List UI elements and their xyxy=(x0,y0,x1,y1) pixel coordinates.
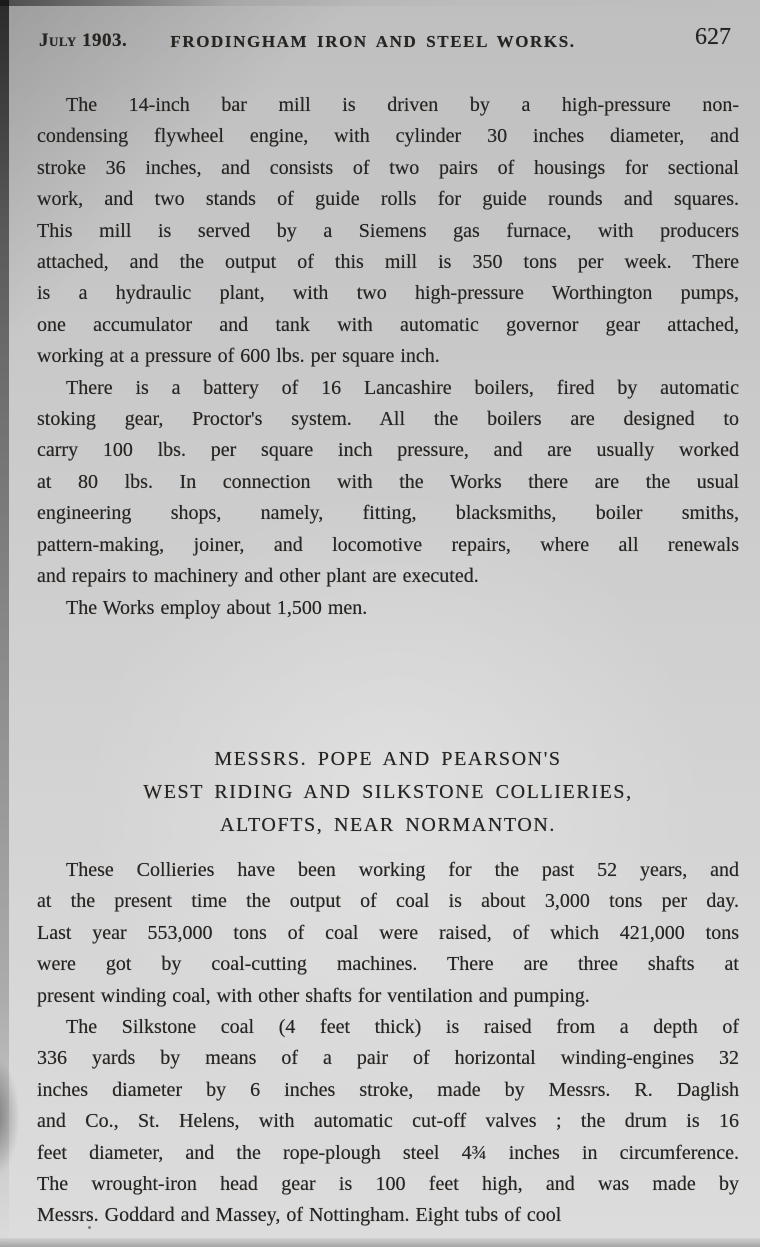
text-line: The 14-inch bar mill is driven by a high-pressure non- xyxy=(66,94,739,116)
page-content xyxy=(37,0,739,1232)
text-line: inches diameter by 6 inches stroke, made by Messrs. R. Daglish xyxy=(37,1078,739,1101)
text-line: carry 100 lbs. per square inch pressure, and are usually worked xyxy=(37,439,739,462)
paragraph xyxy=(37,593,739,624)
text-line: is a hydraulic plant, with two high-pressure Worthington pumps, xyxy=(37,282,739,305)
text-line: stoking gear, Proctor's system. All the boilers are designed to xyxy=(37,408,739,431)
text-line: 336 yards by means of a pair of horizontal winding-engines 32 xyxy=(37,1047,739,1070)
header-title: FRODINGHAM IRON AND STEEL WORKS. xyxy=(170,32,576,51)
text-line: condensing flywheel engine, with cylinder 30 inches diameter, and xyxy=(37,125,739,148)
paragraph xyxy=(37,1012,739,1232)
paragraph-group-bottom xyxy=(37,855,739,1232)
section-heading xyxy=(37,743,739,842)
heading-line: MESSRS. POPE AND PEARSON'S xyxy=(214,747,562,770)
text-line: The Works employ about 1,500 men. xyxy=(66,596,368,619)
running-header xyxy=(37,0,739,62)
header-date: July 1903. xyxy=(39,30,128,51)
text-line: There is a battery of 16 Lancashire boilers, fired by automatic xyxy=(66,376,739,399)
text-line: at the present time the output of coal is about 3,000 tons per day. xyxy=(37,890,739,913)
text-line: working at a pressure of 600 lbs. per square inch. xyxy=(37,345,440,368)
text-line: one accumulator and tank with automatic governor gear attached, xyxy=(37,313,739,336)
paragraph xyxy=(37,373,739,593)
text-line: stroke 36 inches, and consists of two pairs of housings for sectional xyxy=(37,156,739,179)
text-line: This mill is served by a Siemens gas furnace, with producers xyxy=(37,219,739,242)
scan-corner-smudge xyxy=(0,1057,20,1177)
text-line: The wrought-iron head gear is 100 feet high, and was made by xyxy=(37,1172,739,1195)
text-line: were got by coal-cutting machines. There are three shafts at xyxy=(37,953,739,976)
text-line: feet diameter, and the rope-plough steel 4¾ inches in circumference. xyxy=(37,1141,739,1164)
text-line: pattern-making, joiner, and locomotive repairs, where all renewals xyxy=(37,533,739,556)
text-line: Messrs. Goddard and Massey, of Nottingham. Eight tubs of cool xyxy=(37,1204,562,1227)
paragraph xyxy=(37,855,739,1012)
text-line: present winding coal, with other shafts for ventilation and pumping. xyxy=(37,984,590,1007)
text-line: attached, and the output of this mill is 350 tons per week. There xyxy=(37,251,739,274)
article-body xyxy=(37,90,739,1232)
text-line: work, and two stands of guide rolls for guide rounds and squares. xyxy=(37,188,739,211)
text-line: and repairs to machinery and other plant are executed. xyxy=(37,565,479,588)
heading-line: ALTOFTS, NEAR NORMANTON. xyxy=(219,813,557,836)
text-line: These Collieries have been working for the past 52 years, and xyxy=(66,858,739,881)
text-line: and Co., St. Helens, with automatic cut-off valves ; the drum is 16 xyxy=(37,1110,739,1133)
paragraph-group-top xyxy=(37,90,739,624)
page-number: 627 xyxy=(695,24,731,50)
paragraph xyxy=(37,90,739,373)
scan-edge-shadow-bottom xyxy=(0,1238,760,1247)
text-line: The Silkstone coal (4 feet thick) is raised from a depth of xyxy=(66,1015,739,1038)
text-line: at 80 lbs. In connection with the Works there are the usual xyxy=(37,470,739,493)
heading-line: WEST RIDING AND SILKSTONE COLLIERIES, xyxy=(143,780,633,803)
text-line: Last year 553,000 tons of coal were raised, of which 421,000 tons xyxy=(37,921,739,944)
text-line: engineering shops, namely, fitting, blacksmiths, boiler smiths, xyxy=(37,502,739,525)
